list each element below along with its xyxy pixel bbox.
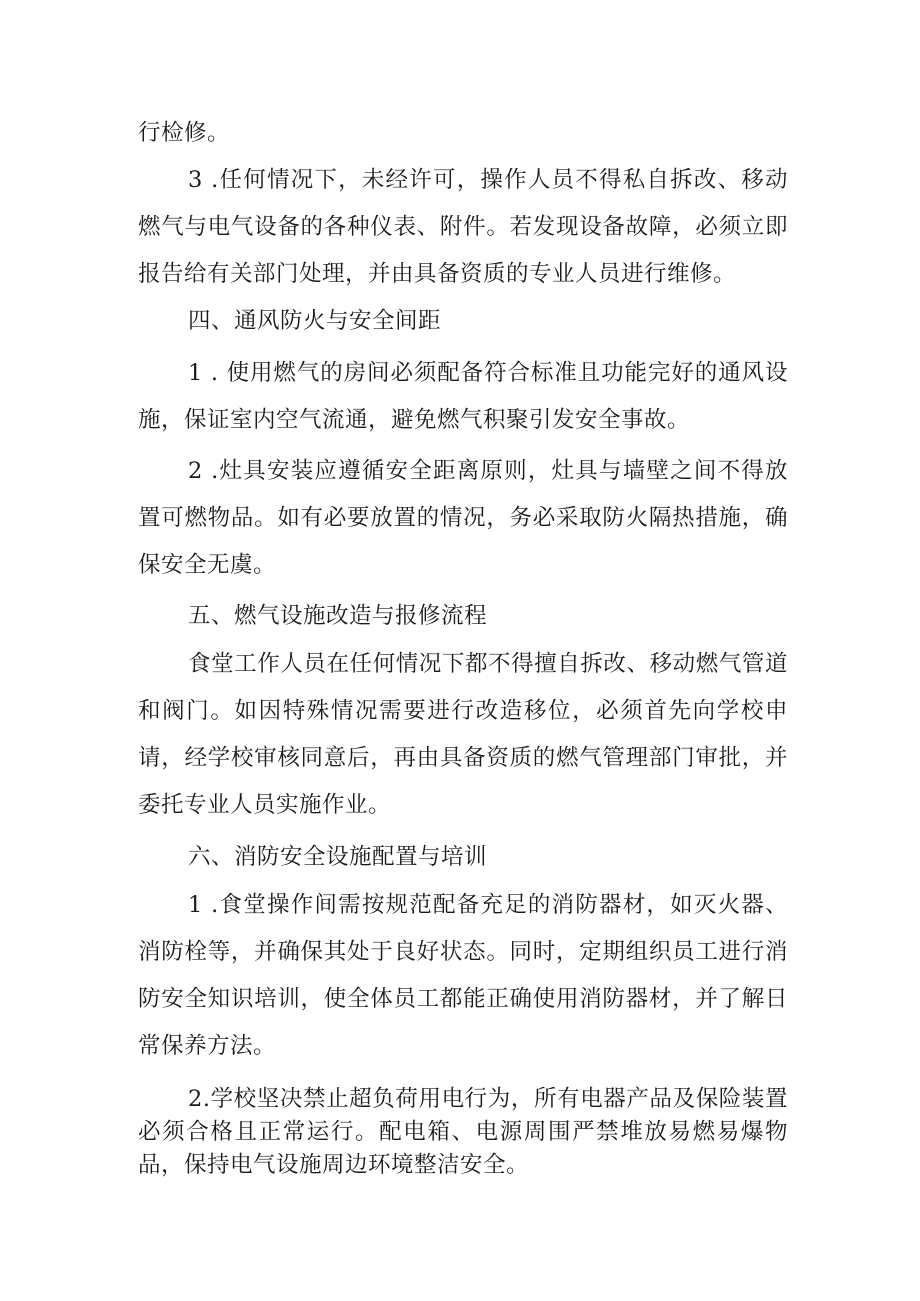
- section-heading-text: 六、消防安全设施配置与培训: [188, 844, 488, 870]
- paragraph-text: 1 .食堂操作间需按规范配备充足的消防器材，如灭火器、消防栓等，并确保其处于良好状态。同时，定期组织员工进行消防安全知识培训，使全体员工都能正确使用消防器材，并了解日常保养方法。: [138, 892, 788, 1059]
- section-heading-6: [138, 834, 788, 881]
- paragraph-text: 2.学校坚决禁止超负荷用电行为，所有电器产品及保险装置必须合格且正常运行。配电箱、电源周围严禁堆放易燃易爆物品，保持电气设施周边环境整洁安全。: [138, 1086, 788, 1178]
- paragraph-text: 3 .任何情况下，未经许可，操作人员不得私自拆改、移动燃气与电气设备的各种仪表、附件。若发现设备故障，必须立即报告给有关部门处理，并由具备资质的专业人员进行维修。: [138, 167, 788, 287]
- section-heading-text: 四、通风防火与安全间距: [188, 308, 442, 334]
- paragraph-text: 行检修。: [138, 120, 231, 146]
- paragraph-electrical-2: [138, 1083, 788, 1182]
- paragraph-fire-equipment-1: [138, 882, 788, 1070]
- paragraph-gas-modification: [138, 641, 788, 829]
- section-heading-text: 五、燃气设施改造与报修流程: [188, 603, 488, 629]
- paragraph-ventilation-1: [138, 350, 788, 444]
- paragraph-item-3: [138, 157, 788, 298]
- paragraph-continuation: [138, 110, 788, 157]
- paragraph-ventilation-2: [138, 448, 788, 589]
- paragraph-text: 2 .灶具安装应遵循安全距离原则，灶具与墙壁之间不得放置可燃物品。如有必要放置的情况，务必采取防火隔热措施，确保安全无虞。: [138, 458, 788, 578]
- paragraph-text: 1 . 使用燃气的房间必须配备符合标准且功能完好的通风设施，保证室内空气流通，避免燃气积聚引发安全事故。: [138, 360, 788, 433]
- section-heading-5: [138, 593, 788, 640]
- section-heading-4: [138, 298, 788, 345]
- paragraph-text: 食堂工作人员在任何情况下都不得擅自拆改、移动燃气管道和阀门。如因特殊情况需要进行改造移位，必须首先向学校申请，经学校审核同意后，再由具备资质的燃气管理部门审批，并委托专业人员实施作业。: [138, 651, 788, 818]
